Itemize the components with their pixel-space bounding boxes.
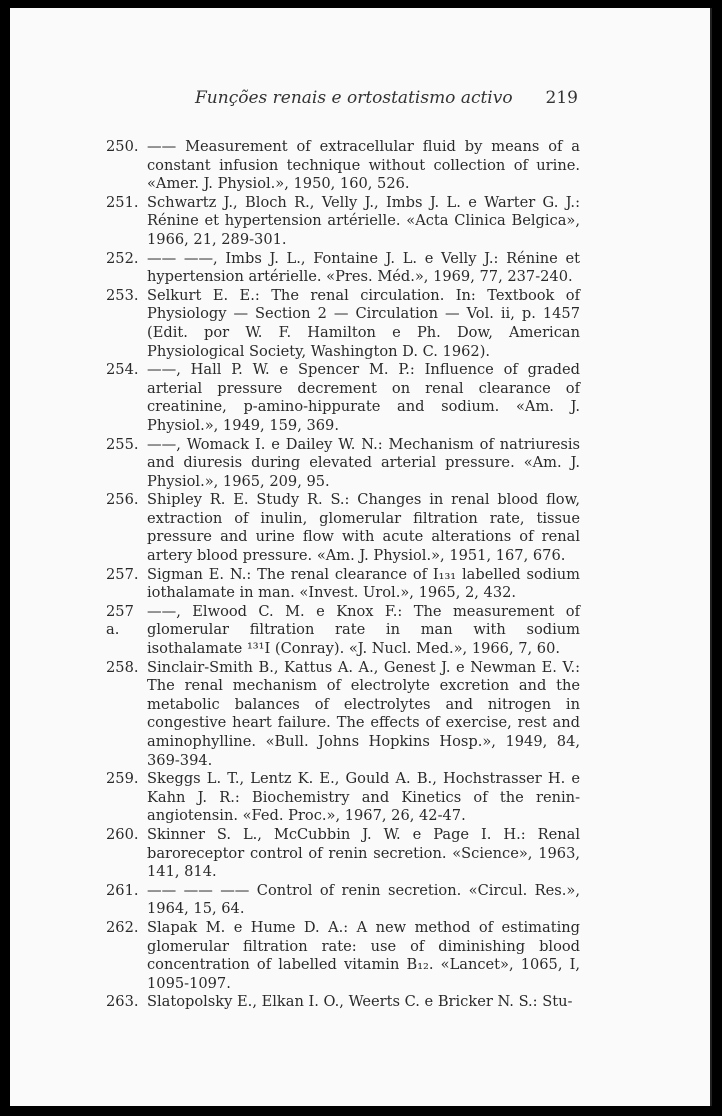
reference-number: 257. — [106, 565, 139, 583]
reference-text: Skeggs L. T., Lentz K. E., Gould A. B., Hochstrasser H. e Kahn J. R.: Biochemistry and Kinetics of the renin-angiotensin. «Fed. Proc.», 1967, 26, 42-47. — [147, 770, 580, 825]
reference-number: 256. — [106, 491, 139, 509]
reference-text: Selkurt E. E.: The renal circulation. In: Textbook of Physiology — Section 2 — Circulation — Vol. ii, p. 1457 (Edit. por W. F. Hamilton e Ph. Dow, American Physiological Society, Washington D. C. 1962). — [147, 286, 580, 360]
reference-list — [106, 138, 580, 1012]
reference-number: 263. — [106, 993, 139, 1011]
page-number: 219 — [545, 88, 578, 108]
reference-text: Shipley R. E. Study R. S.: Changes in renal blood flow, extraction of inulin, glomerular filtration rate, tissue pressure and urine flow with acute alterations of renal artery blood pressure. «Am. J. Physiol.», 1951, 167, 676. — [147, 491, 580, 565]
reference-entry — [106, 250, 580, 287]
reference-text: Skinner S. L., McCubbin J. W. e Page I. H.: Renal baroreceptor control of renin secretion. «Science», 1963, 141, 814. — [147, 825, 580, 881]
reference-entry — [106, 436, 580, 492]
reference-number: 251. — [106, 193, 139, 211]
reference-entry — [106, 993, 580, 1012]
reference-text: Sinclair-Smith B., Kattus A. A., Genest J. e Newman E. V.: The renal mechanism of electrolyte excretion and the metabolic balances of electrolytes and nitrogen in congestive heart failure. The effects of exercise, rest and aminophylline. «Bull. Johns Hopkins Hosp.», 1949, 84, 369-394. — [147, 658, 580, 769]
reference-entry — [106, 603, 580, 659]
book-page — [10, 8, 712, 1106]
reference-number: 257 a. — [106, 602, 134, 639]
reference-text: Slapak M. e Hume D. A.: A new method of estimating glomerular filtration rate: use of diminishing blood concentration of labelled vitamin B₁₂. «Lancet», 1065, I, 1095-1097. — [147, 918, 580, 992]
reference-number: 259. — [106, 770, 139, 788]
reference-text: Sigman E. N.: The renal clearance of I₁₃₁ labelled sodium iothalamate in man. «Invest. Urol.», 1965, 2, 432. — [147, 565, 580, 602]
reference-text: Schwartz J., Bloch R., Velly J., Imbs J. L. e Warter G. J.: Rénine et hypertension artérielle. «Acta Clinica Belgica», 1966, 21, 289-301. — [147, 193, 580, 248]
running-header — [10, 88, 578, 108]
reference-entry — [106, 287, 580, 361]
reference-number: 258. — [106, 658, 139, 676]
reference-text: —— Measurement of extracellular fluid by means of a constant infusion technique without collection of urine. «Amer. J. Physiol.», 1950, 160, 526. — [147, 138, 580, 193]
reference-entry — [106, 659, 580, 771]
reference-entry — [106, 138, 580, 194]
reference-entry — [106, 919, 580, 993]
reference-entry — [106, 882, 580, 919]
reference-number: 250. — [106, 138, 139, 155]
reference-text: ——, Hall P. W. e Spencer M. P.: Influence of graded arterial pressure decrement on renal clearance of creatinine, p-amino-hippurate and sodium. «Am. J. Physiol.», 1949, 159, 369. — [147, 361, 580, 434]
reference-text: ——, Womack I. e Dailey W. N.: Mechanism of natriuresis and diuresis during elevated arterial pressure. «Am. J. Physiol.», 1965, 209, 95. — [147, 435, 580, 490]
reference-text: —— ——, Imbs J. L., Fontaine J. L. e Velly J.: Rénine et hypertension artérielle. «Pres. Méd.», 1969, 77, 237-240. — [147, 249, 580, 286]
reference-number: 253. — [106, 286, 139, 304]
reference-number: 262. — [106, 918, 139, 936]
reference-entry — [106, 491, 580, 565]
reference-number: 252. — [106, 249, 139, 267]
reference-entry — [106, 826, 580, 882]
reference-entry — [106, 194, 580, 250]
reference-number: 254. — [106, 361, 139, 379]
reference-number: 260. — [106, 825, 139, 843]
reference-number: 261. — [106, 881, 139, 899]
reference-text: ——, Elwood C. M. e Knox F.: The measurement of glomerular filtration rate in man with sodium isothalamate ¹³¹I (Conray). «J. Nucl. Med.», 1966, 7, 60. — [147, 602, 580, 658]
reference-number: 255. — [106, 435, 139, 453]
reference-entry — [106, 770, 580, 826]
reference-text: —— —— —— Control of renin secretion. «Circul. Res.», 1964, 15, 64. — [147, 881, 580, 918]
running-title: Funções renais e ortostatismo activo — [195, 88, 513, 108]
reference-entry — [106, 361, 580, 435]
reference-entry — [106, 566, 580, 603]
reference-text: Slatopolsky E., Elkan I. O., Weerts C. e Bricker N. S.: Stu- — [147, 993, 573, 1011]
